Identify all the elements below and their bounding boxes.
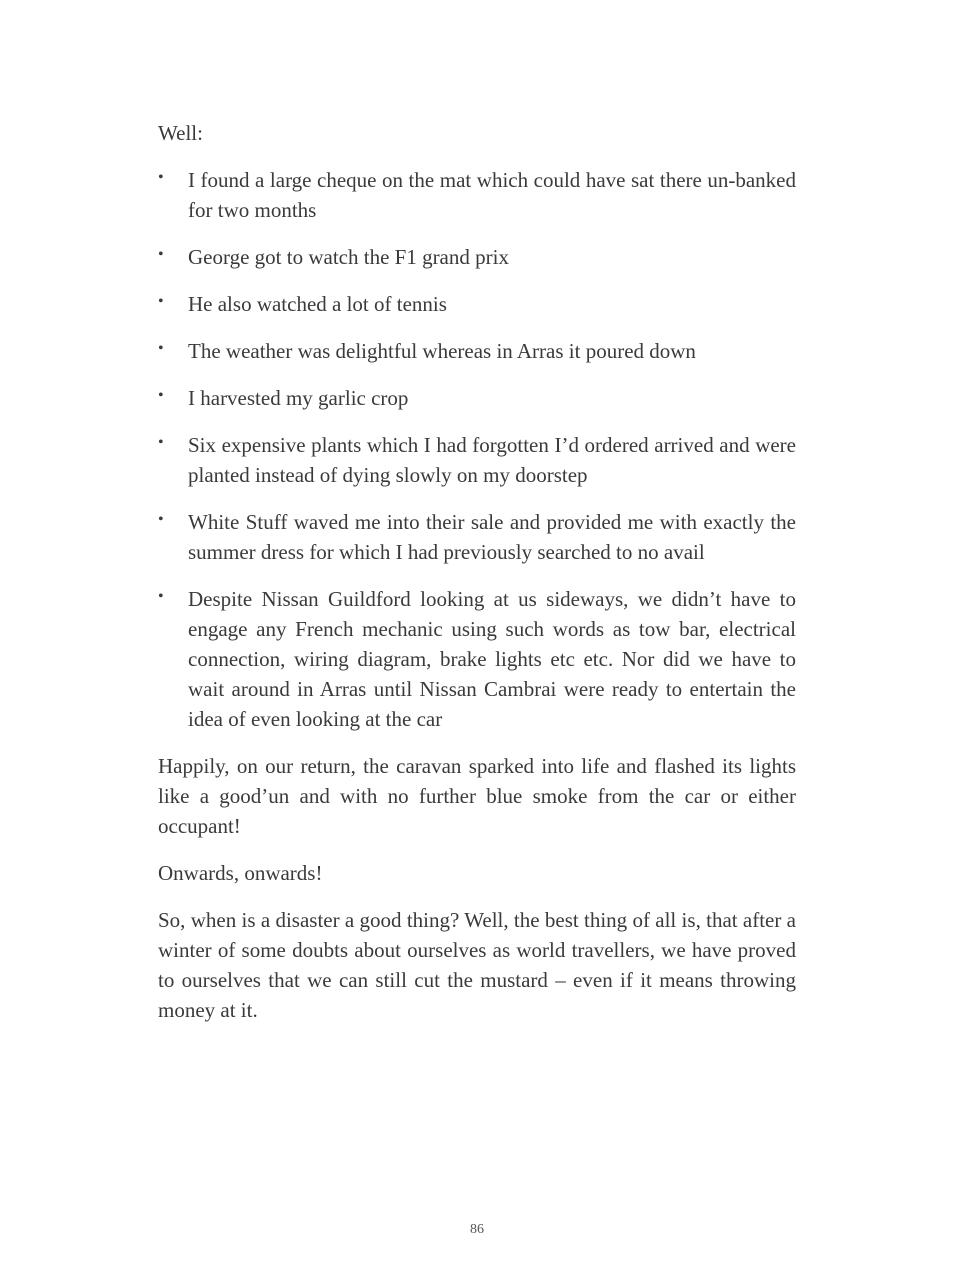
page-body — [158, 118, 796, 1042]
list-item — [158, 584, 796, 734]
bullet-icon: • — [158, 511, 164, 528]
list-item-text: He also watched a lot of tennis — [188, 292, 447, 316]
body-paragraph: Onwards, onwards! — [158, 861, 323, 885]
list-item — [158, 507, 796, 567]
list-item — [158, 242, 796, 272]
list-item-text: The weather was delightful whereas in Arras it poured down — [188, 339, 696, 363]
bullet-icon: • — [158, 246, 164, 263]
list-item — [158, 430, 796, 490]
bullet-icon: • — [158, 387, 164, 404]
bullet-icon: • — [158, 293, 164, 310]
list-item — [158, 165, 796, 225]
intro-paragraph: Well: — [158, 121, 203, 145]
list-item-text: I harvested my garlic crop — [188, 386, 409, 410]
bullet-list — [158, 165, 796, 734]
list-item — [158, 336, 796, 366]
list-item-text: George got to watch the F1 grand prix — [188, 245, 509, 269]
list-item — [158, 289, 796, 319]
bullet-icon: • — [158, 588, 164, 605]
body-paragraph: Happily, on our return, the caravan sparked into life and flashed its lights like a good’un and with no further blue smoke from the car or either occupant! — [158, 754, 796, 838]
page-number: 86 — [470, 1222, 484, 1237]
list-item-text: I found a large cheque on the mat which could have sat there un-banked for two months — [188, 168, 796, 222]
bullet-icon: • — [158, 434, 164, 451]
bullet-icon: • — [158, 169, 164, 186]
list-item-text: Despite Nissan Guildford looking at us sideways, we didn’t have to engage any French mechanic using such words as tow bar, electrical connection, wiring diagram, brake lights etc etc. Nor did we have to wait around in Arras until Nissan Cambrai were ready to entertain the idea of even looking at the car — [188, 587, 796, 731]
bullet-icon: • — [158, 340, 164, 357]
list-item-text: White Stuff waved me into their sale and provided me with exactly the summer dress for which I had previously searched to no avail — [188, 510, 796, 564]
list-item — [158, 383, 796, 413]
body-paragraph: So, when is a disaster a good thing? Well, the best thing of all is, that after a winter of some doubts about ourselves as world travellers, we have proved to ourselves that we can still cut the mustard – even if it means throwing money at it. — [158, 908, 796, 1022]
list-item-text: Six expensive plants which I had forgotten I’d ordered arrived and were planted instead of dying slowly on my doorstep — [188, 433, 796, 487]
